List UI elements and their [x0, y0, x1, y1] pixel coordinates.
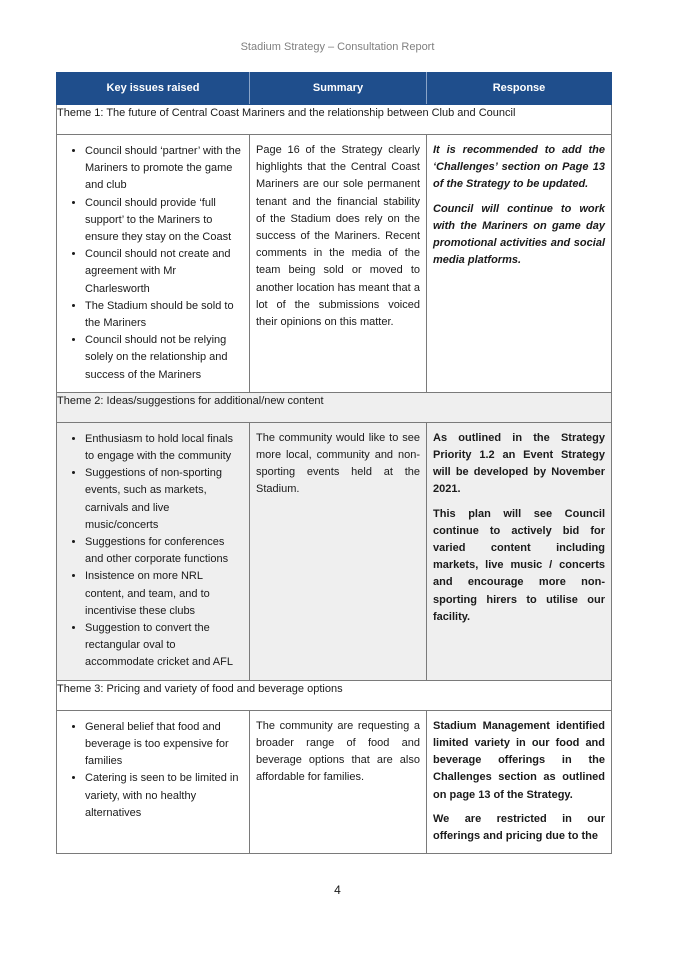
- issues-list: [57, 423, 249, 680]
- list-item: • Council should not create and agreement with Mr Charlesworth: [85, 246, 243, 298]
- table-header-row: [57, 73, 612, 105]
- list-item: • Insistence on more NRL content, and team, and to incentivise these clubs: [85, 568, 243, 620]
- theme-title: Theme 3: Pricing and variety of food and beverage options: [57, 680, 612, 710]
- issues-cell: [57, 422, 250, 680]
- summary-text: The community would like to see more local, community and non-sporting events held at the Stadium.: [256, 431, 420, 496]
- list-item: • Suggestion to convert the rectangular oval to accommodate cricket and AFL: [85, 620, 243, 672]
- issues-list: [57, 711, 249, 830]
- response-text: [427, 711, 611, 853]
- theme-row: [57, 105, 612, 135]
- response-cell: [427, 135, 612, 393]
- column-header-key-issues: Key issues raised: [57, 73, 250, 105]
- response-paragraph: It is recommended to add the ‘Challenges’ section on Page 13 of the Strategy to be updated.: [433, 144, 605, 191]
- table-row: [57, 135, 612, 393]
- response-paragraph: Stadium Management identified limited variety in our food and beverage offerings in the Challenges section as outlined on page 13 of the Strategy.: [433, 719, 605, 801]
- issues-cell: [57, 135, 250, 393]
- summary-cell: [250, 422, 427, 680]
- response-paragraph: We are restricted in our offerings and pricing due to the: [433, 812, 605, 842]
- document-header-title: Stadium Strategy – Consultation Report: [240, 41, 435, 53]
- list-item: • Catering is seen to be limited in variety, with no healthy alternatives: [85, 770, 243, 822]
- summary-text: Page 16 of the Strategy clearly highlights that the Central Coast Mariners are our sole permanent tenant and the financial stability of the Stadium does rely on the success of the Mariners. Recent comments in the media of the team being sold or moved to another location has meant that a lot of the submissions voiced their opinions on this matter.: [256, 144, 420, 329]
- response-text: [427, 423, 611, 634]
- list-item: • General belief that food and beverage is too expensive for families: [85, 719, 243, 771]
- column-header-response: Response: [427, 73, 612, 105]
- response-paragraph: As outlined in the Strategy Priority 1.2 an Event Strategy will be developed by November 2021.: [433, 431, 605, 496]
- column-header-summary: Summary: [250, 73, 427, 105]
- theme-row: [57, 680, 612, 710]
- issues-list: [57, 135, 249, 392]
- list-item: • Suggestions for conferences and other corporate functions: [85, 534, 243, 568]
- summary-text: The community are requesting a broader range of food and beverage options that are also affordable for families.: [256, 719, 420, 784]
- response-cell: [427, 710, 612, 853]
- summary-cell: [250, 135, 427, 393]
- list-item: • The Stadium should be sold to the Mariners: [85, 298, 243, 332]
- list-item: • Council should not be relying solely on the relationship and success of the Mariners: [85, 332, 243, 384]
- theme-row: [57, 392, 612, 422]
- theme-title: Theme 2: Ideas/suggestions for additional/new content: [57, 392, 612, 422]
- consultation-table: [56, 72, 612, 854]
- summary-cell: [250, 710, 427, 853]
- response-paragraph: This plan will see Council continue to actively bid for varied content including markets, live music / concerts and encourage more non-sporting hirers to utilise our facility.: [433, 507, 605, 623]
- response-paragraph: Council will continue to work with the Mariners on game day promotional activities and social media platforms.: [433, 202, 605, 267]
- table-row: [57, 710, 612, 853]
- list-item: • Council should ‘partner’ with the Mariners to promote the game and club: [85, 143, 243, 195]
- response-cell: [427, 422, 612, 680]
- list-item: • Council should provide ‘full support’ to the Mariners to ensure they stay on the Coast: [85, 195, 243, 247]
- list-item: • Suggestions of non-sporting events, such as markets, carnivals and live music/concerts: [85, 465, 243, 534]
- theme-title: Theme 1: The future of Central Coast Mariners and the relationship between Club and Council: [57, 105, 612, 135]
- response-text: [427, 135, 611, 277]
- list-item: • Enthusiasm to hold local finals to engage with the community: [85, 431, 243, 465]
- page-number: 4: [334, 883, 341, 897]
- table-row: [57, 422, 612, 680]
- issues-cell: [57, 710, 250, 853]
